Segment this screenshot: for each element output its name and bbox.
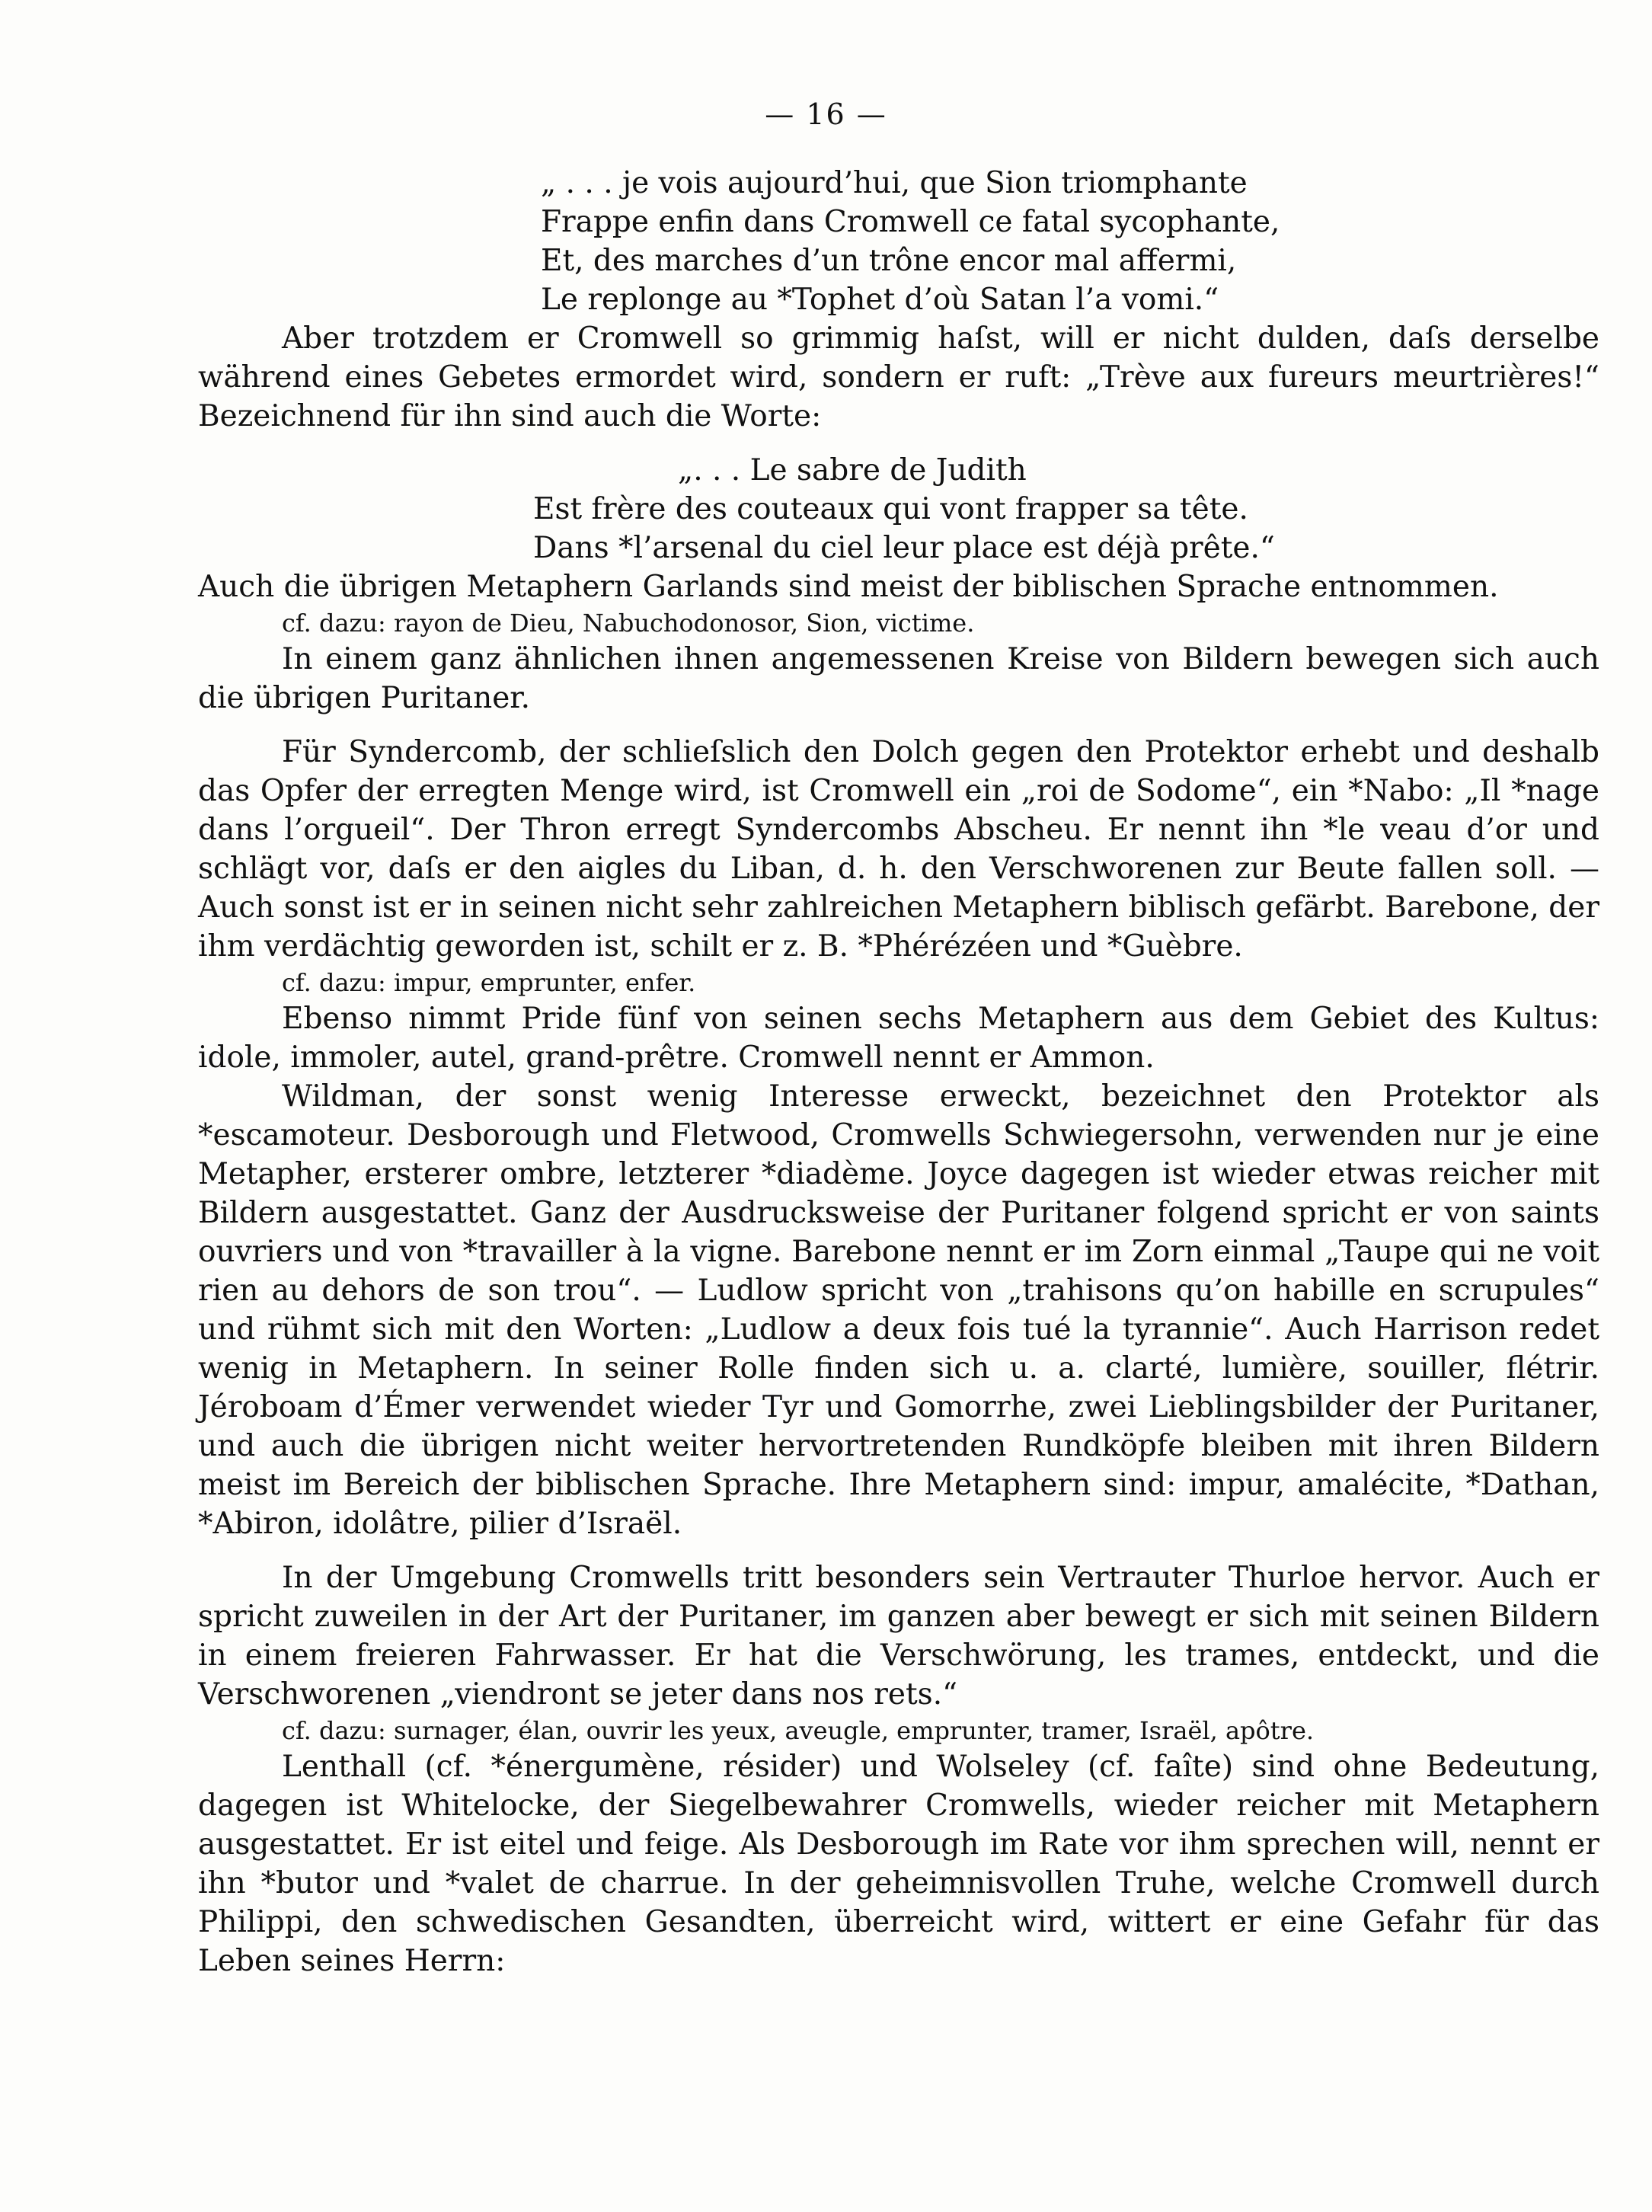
paragraph: Für Syndercomb, der schlieſslich den Dolch gegen den Protektor erhebt und deshalb das Opfer der erregten Menge wird, ist Cromwell ein „roi de Sodome“, ein *Nabo: „Il *nage dans l’orgueil“. Der Thron erregt Syndercombs Abscheu. Er nennt ihn *le veau d’or und schlägt vor, daſs er den aigles du Liban, d. h. den Verschworenen zur Beute fallen soll. — Auch sonst ist er in seinen nicht sehr zahlreichen Metaphern biblisch gefärbt. Barebone, der ihm verdächtig geworden ist, schilt er z. B. *Phérézéen und *Guèbre.	[198, 735, 1599, 964]
cf-note: cf. dazu: rayon de Dieu, Nabuchodonosor, Sion, victime.	[282, 609, 975, 638]
page-body	[198, 164, 1599, 1980]
paragraph: Aber trotzdem er Cromwell so grimmig haſst, will er nicht dulden, daſs derselbe während eines Gebetes ermordet wird, sondern er ruft: „Trève aux fureurs meurtrières!“ Bezeichnend für ihn sind auch die Worte:	[198, 321, 1599, 433]
verse-line: Et, des marches d’un trône encor mal affermi,	[541, 244, 1237, 278]
verse-line: „. . . Le sabre de Judith	[678, 453, 1027, 487]
paragraph: Wildman, der sonst wenig Interesse erweckt, bezeichnet den Protektor als *escamoteur. Desborough und Fletwood, Cromwells Schwiegersohn, verwenden nur je eine Metapher, ersterer ombre, letzterer *diadème. Joyce dagegen ist wieder etwas reicher mit Bildern ausgestattet. Ganz der Ausdrucksweise der Puritaner folgend spricht er von saints ouvriers und von *travailler à la vigne. Barebone nennt er im Zorn einmal „Taupe qui ne voit rien au dehors de son trou“. — Ludlow spricht von „trahisons qu’on habille en scrupules“ und rühmt sich mit den Worten: „Ludlow a deux fois tué la tyrannie“. Auch Harrison redet wenig in Metaphern. In seiner Rolle finden sich u. a. clarté, lumière, souiller, flétrir. Jéroboam d’Émer verwendet wieder Tyr und Gomorrhe, zwei Lieblingsbilder der Puritaner, und auch die übrigen nicht weiter hervortretenden Rundköpfe bleiben mit ihren Bildern meist im Bereich der biblischen Sprache. Ihre Metaphern sind: impur, amalécite, *Dathan, *Abiron, idolâtre, pilier d’Israël.	[198, 1079, 1599, 1541]
cf-note: cf. dazu: impur, emprunter, enfer.	[282, 968, 696, 997]
page-number: — 16 —	[765, 97, 887, 131]
paragraph: In der Umgebung Cromwells tritt besonders sein Vertrauter Thurloe hervor. Auch er spricht zuweilen in der Art der Puritaner, im ganzen aber bewegt er sich mit seinen Bildern in einem freieren Fahrwasser. Er hat die Verschwörung, les trames, entdeckt, und die Verschworenen „viendront se jeter dans nos rets.“	[198, 1561, 1599, 1712]
verse-line: Est frère des couteaux qui vont frapper sa tête.	[533, 492, 1248, 526]
verse-line: Dans *l’arsenal du ciel leur place est déjà prête.“	[533, 531, 1275, 565]
verse-line: „ . . . je vois aujourd’hui, que Sion triomphante	[541, 166, 1248, 200]
verse-quote-1	[198, 164, 1599, 319]
verse-line: Le replonge au *Tophet d’où Satan l’a vomi.“	[541, 283, 1219, 317]
paragraph: In einem ganz ähnlichen ihnen angemessenen Kreise von Bildern bewegen sich auch die übrigen Puritaner.	[198, 642, 1599, 715]
paragraph: Lenthall (cf. *énergumène, résider) und Wolseley (cf. faîte) sind ohne Bedeutung, dagegen ist Whitelocke, der Siegelbewahrer Cromwells, wieder reicher mit Metaphern ausgestattet. Er ist eitel und feige. Als Desborough im Rate vor ihm sprechen will, nennt er ihn *butor und *valet de charrue. In der geheimnisvollen Truhe, welche Cromwell durch Philippi, den schwedischen Gesandten, überreicht wird, wittert er eine Gefahr für das Leben seines Herrn:	[198, 1750, 1599, 1978]
paragraph: Auch die übrigen Metaphern Garlands sind meist der biblischen Sprache entnommen.	[198, 570, 1499, 604]
cf-note: cf. dazu: surnager, élan, ouvrir les yeux, aveugle, emprunter, tramer, Israël, apôtre.	[282, 1716, 1315, 1745]
verse-quote-2	[198, 451, 1599, 567]
paragraph: Ebenso nimmt Pride fünf von seinen sechs Metaphern aus dem Gebiet des Kultus: idole, immoler, autel, grand-prêtre. Cromwell nennt er Ammon.	[198, 1002, 1599, 1075]
verse-line: Frappe enfin dans Cromwell ce fatal sycophante,	[541, 205, 1280, 239]
